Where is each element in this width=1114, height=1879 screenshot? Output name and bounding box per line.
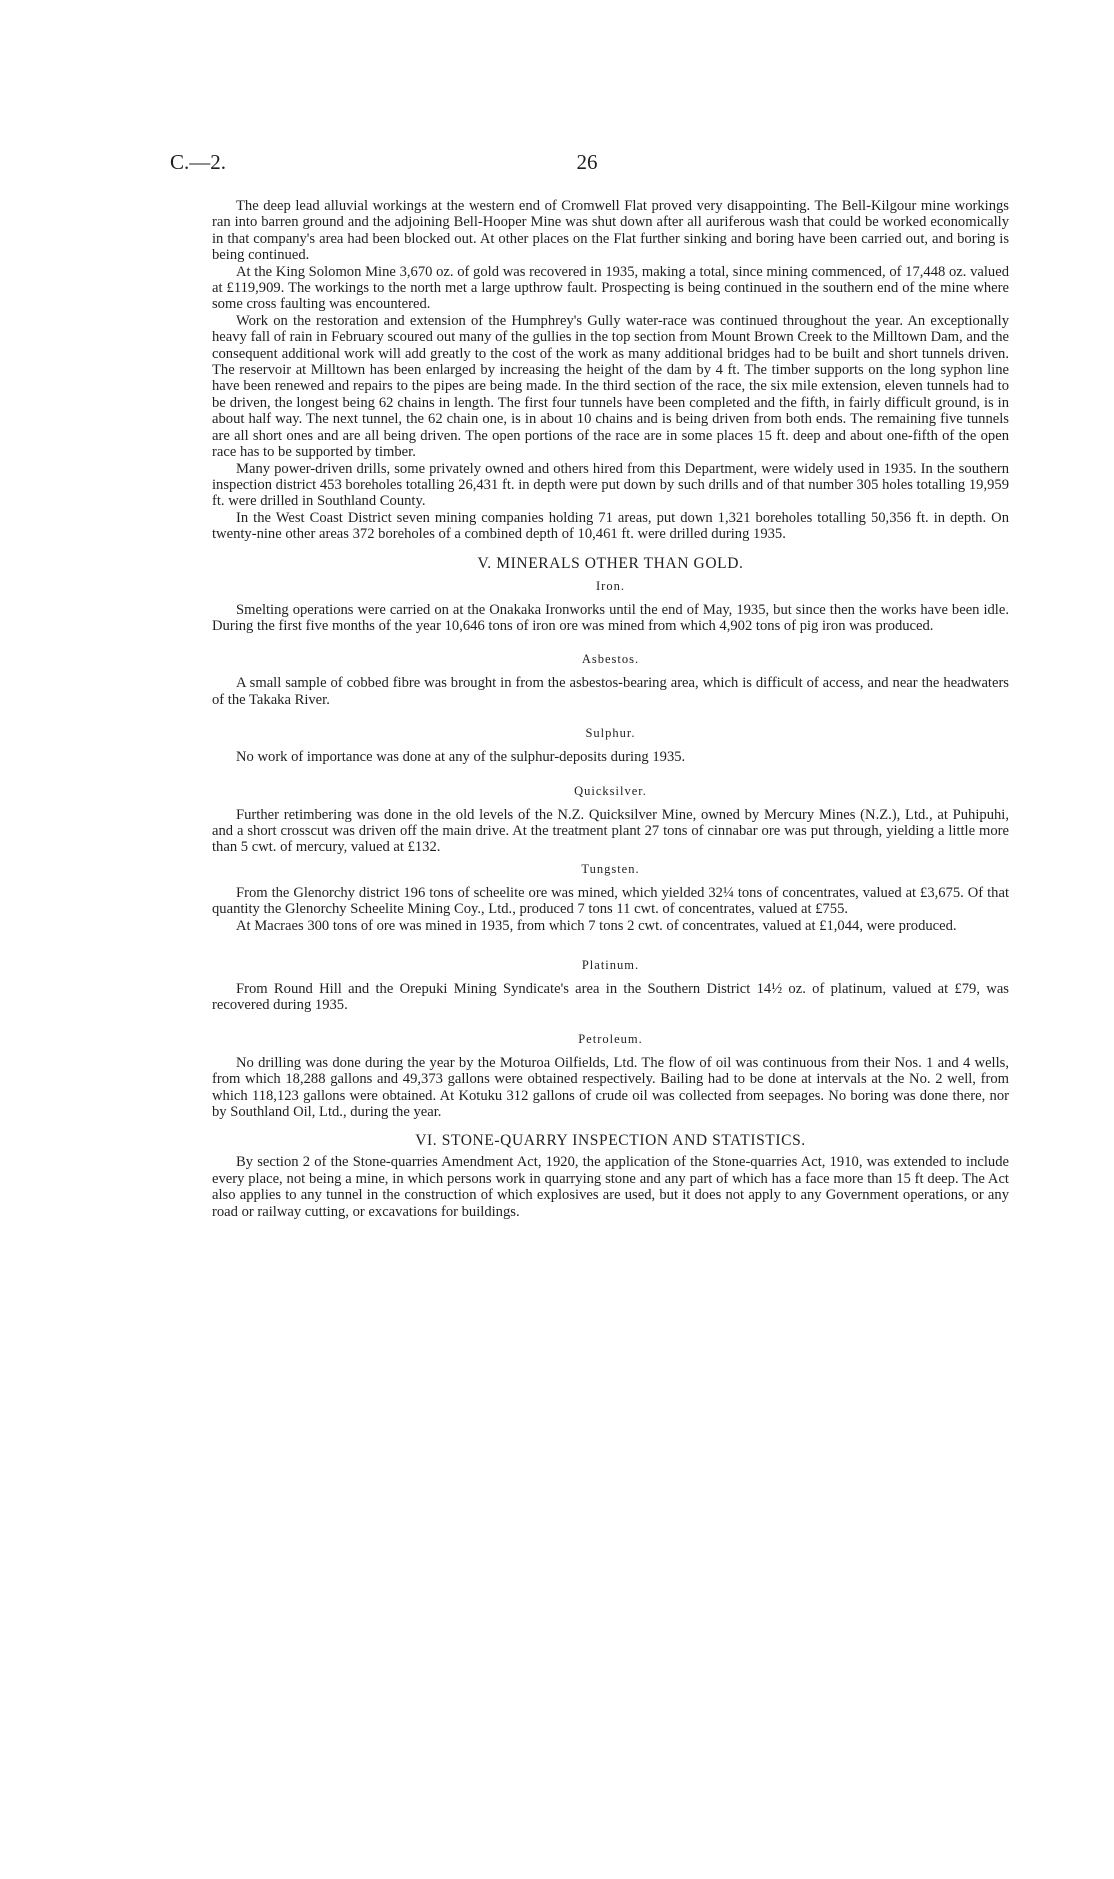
subheading-sulphur: Sulphur. bbox=[585, 726, 636, 741]
paragraph-west-coast: In the West Coast District seven mining companies holding 71 areas, put down 1,321 boreholes totalling 50,356 ft. in depth. On twenty-nine other areas 372 boreholes of a combined depth of 10,461 ft. were drilled during 1935. bbox=[212, 509, 1009, 543]
paragraph-platinum: From Round Hill and the Orepuki Mining Syndicate's area in the Southern District 14½ oz. of platinum, valued at £79, was recovered during 1935. bbox=[212, 981, 1009, 1014]
subheading-quicksilver: Quicksilver. bbox=[574, 783, 647, 798]
paragraph-stone-quarries-act: By section 2 of the Stone-quarries Amendment Act, 1920, the application of the Stone-quarries Act, 1910, was extended to include every place, not being a mine, in which persons work in quarrying stone and any part of which has a face more than 15 ft deep. The Act also applies to any tunnel in the construction of which explosives are used, but it does not apply to any Government operations, or any road or railway cutting, or excavations for buildings. bbox=[212, 1154, 1009, 1220]
paragraph-cromwell-flat: The deep lead alluvial workings at the western end of Cromwell Flat proved very disappointing. The Bell-Kilgour mine workings ran into barren ground and the adjoining Bell-Hooper Mine was shut down after all auriferous wash that could be worked economically in that company's area had been blocked out. At other places on the Flat further sinking and boring have been carried out, and boring is being continued. bbox=[212, 198, 1009, 264]
paragraph-tungsten-macraes: At Macraes 300 tons of ore was mined in 1935, from which 7 tons 2 cwt. of concentrates, valued at £1,044, were produced. bbox=[236, 917, 957, 934]
spacer bbox=[212, 708, 1009, 720]
spacer bbox=[212, 766, 1009, 778]
subheading-tungsten: Tungsten. bbox=[581, 861, 640, 876]
paragraph-tungsten-glenorchy: From the Glenorchy district 196 tons of scheelite ore was mined, which yielded 32¼ tons of concentrates, valued at £3,675. Of that quantity the Glenorchy Scheelite Mining Coy., Ltd., produced 7 tons 11 cwt. of concentrates, valued at £755. bbox=[212, 884, 1009, 918]
paragraph-king-solomon: At the King Solomon Mine 3,670 oz. of gold was recovered in 1935, making a total, since mining commenced, of 17,448 oz. valued at £119,909. The workings to the north met a large upthrow fault. Prospecting is being continued in the southern end of the mine where some cross faulting was encountered. bbox=[212, 263, 1009, 313]
spacer bbox=[212, 634, 1009, 646]
document-reference: C.—2. bbox=[170, 150, 227, 174]
section-heading-stone-quarry: VI. STONE-QUARRY INSPECTION AND STATISTICS. bbox=[415, 1132, 806, 1150]
section-heading-minerals: V. MINERALS OTHER THAN GOLD. bbox=[477, 554, 744, 572]
paragraph-sulphur: No work of importance was done at any of the sulphur-deposits during 1935. bbox=[236, 749, 686, 766]
paragraph-petroleum: No drilling was done during the year by the Moturoa Oilfields, Ltd. The flow of oil was continuous from their Nos. 1 and 4 wells, from which 18,288 gallons and 49,373 gallons were obtained respectively. Bailing had to be done at intervals at the No. 2 well, from which 118,123 gallons were obtained. At Kotuku 312 gallons of crude oil was collected from seepages. No boring was done there, nor by Southland Oil, Ltd., during the year. bbox=[212, 1054, 1009, 1121]
paragraph-quicksilver: Further retimbering was done in the old levels of the N.Z. Quicksilver Mine, owned by Mercury Mines (N.Z.), Ltd., at Puhipuhi, and a short crosscut was driven off the main drive. At the treatment plant 27 tons of cinnabar ore was put through, yielding a little more than 5 cwt. of mercury, valued at £132. bbox=[212, 806, 1009, 856]
spacer bbox=[212, 934, 1009, 952]
subheading-petroleum: Petroleum. bbox=[578, 1031, 643, 1046]
paragraph-asbestos: A small sample of cobbed fibre was brought in from the asbestos-bearing area, which is difficult of access, and near the headwaters of the Takaka River. bbox=[212, 675, 1009, 708]
subheading-iron: Iron. bbox=[596, 578, 625, 593]
paragraph-humphreys-gully: Work on the restoration and extension of the Humphrey's Gully water-race was continued throughout the year. An exceptionally heavy fall of rain in February scoured out many of the gullies in the top section from Mount Brown Creek to the Milltown Dam, and the consequent additional work will add greatly to the cost of the work as many additional bridges had to be built and short tunnels driven. The reservoir at Milltown has been enlarged by increasing the height of the dam by 4 ft. The timber supports on the long syphon line have been renewed and repairs to the pipes are being made. In the third section of the race, the six mile extension, eleven tunnels had to be driven, the longest being 62 chains in length. The first four tunnels have been completed and the fifth, in fairly difficult ground, is in about half way. The next tunnel, the 62 chain one, is in about 10 chains and is being driven from both ends. The remaining five tunnels are all short ones and are all being driven. The open portions of the race are in some places 15 ft. deep and about one-fifth of the open race has to be supported by timber. bbox=[212, 312, 1009, 461]
spacer bbox=[212, 1014, 1009, 1026]
page-header bbox=[170, 150, 1004, 180]
paragraph-iron: Smelting operations were carried on at the Onakaka Ironworks until the end of May, 1935, but since then the works have been idle. During the first five months of the year 10,646 tons of iron ore was mined from which 4,902 tons of pig iron was produced. bbox=[212, 601, 1009, 634]
page-body bbox=[212, 198, 1009, 1220]
subheading-asbestos: Asbestos. bbox=[581, 652, 640, 667]
subheading-platinum: Platinum. bbox=[581, 958, 640, 972]
page-number: 26 bbox=[576, 150, 598, 174]
paragraph-power-drills: Many power-driven drills, some privately owned and others hired from this Department, were widely used in 1935. In the southern inspection district 453 boreholes totalling 26,431 ft. in depth were put down by such drills and of that number 305 holes totalling 19,959 ft. were drilled in Southland County. bbox=[212, 460, 1009, 510]
